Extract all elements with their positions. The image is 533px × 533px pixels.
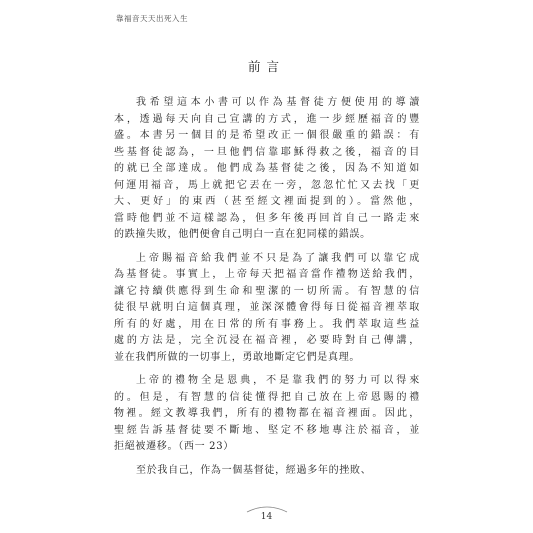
text-line: 所有的好處，用在日常的所有事務上。我們萃取這些益 <box>114 318 420 330</box>
text-line: 聖經告訴基督徒要不斷地、堅定不移地專注於福音，並 <box>114 424 420 436</box>
paragraph <box>114 463 420 480</box>
page-number: 14 <box>260 512 273 522</box>
text-line: 上帝賜福音給我們並不只是為了讓我們可以靠它成 <box>136 252 420 264</box>
text-line: 當時他們並不這樣認為，但多年後再回首自己一路走來 <box>114 212 420 224</box>
paragraph <box>114 373 420 456</box>
text-line: 處的方法是，完全沉浸在福音裡，必要時對自己傳講， <box>114 335 420 346</box>
text-line: 的跌撞失敗，他們便會自己明白一直在犯同樣的錯誤。 <box>114 229 371 240</box>
text-line: 讓它持續供應得到生命和聖潔的一切所需。有智慧的信 <box>114 285 420 297</box>
text-line: 並在我們所做的一切事上，勇敢地斷定它們是真理。 <box>114 351 361 363</box>
text-line: 至於我自己，作為一個基督徒，經過多年的挫敗、 <box>136 464 372 476</box>
running-head: 靠福音天天出死入生 <box>116 14 188 23</box>
text-line: 物裡。經文教導我們，所有的禮物都在福音裡面。因此， <box>114 408 420 419</box>
text-line: 我希望這本小書可以作為基督徒方便使用的導讀 <box>136 97 420 108</box>
text-line: 些基督徒認為，一旦他們信靠耶穌得救之後，福音的目 <box>114 146 420 158</box>
chapter-title: 前言 <box>247 59 285 74</box>
text-line: 徒很早就明白這個真理，並深深體會得每日從福音裡萃取 <box>114 302 420 313</box>
text-line: 的就已全部達成。他們成為基督徒之後，因為不知道如 <box>114 163 420 174</box>
body-text <box>114 95 420 486</box>
text-line: 盛。本書另一個目的是希望改正一個很嚴重的錯誤：有 <box>114 130 420 141</box>
text-line: 拒絕被遷移。（西一 23） <box>114 441 235 452</box>
paragraph <box>114 95 420 244</box>
text-line: 的。但是，有智慧的信徒懂得把自己放在上帝恩賜的禮 <box>114 391 420 403</box>
text-line: 何運用福音，馬上就把它丟在一旁，忽忽忙忙又去找「更 <box>114 179 420 191</box>
text-line: 上帝的禮物全是恩典，不是靠我們的努力可以得來 <box>136 375 420 386</box>
text-line: 大、更好」的東西（甚至經文裡面提到的）。當然他， <box>114 196 420 207</box>
text-line: 為基督徒。事實上，上帝每天把福音當作禮物送給我們， <box>114 269 420 280</box>
text-line: 本，透過每天向自己宣講的方式，進一步經歷福音的豐 <box>114 113 420 125</box>
paragraph <box>114 251 420 367</box>
